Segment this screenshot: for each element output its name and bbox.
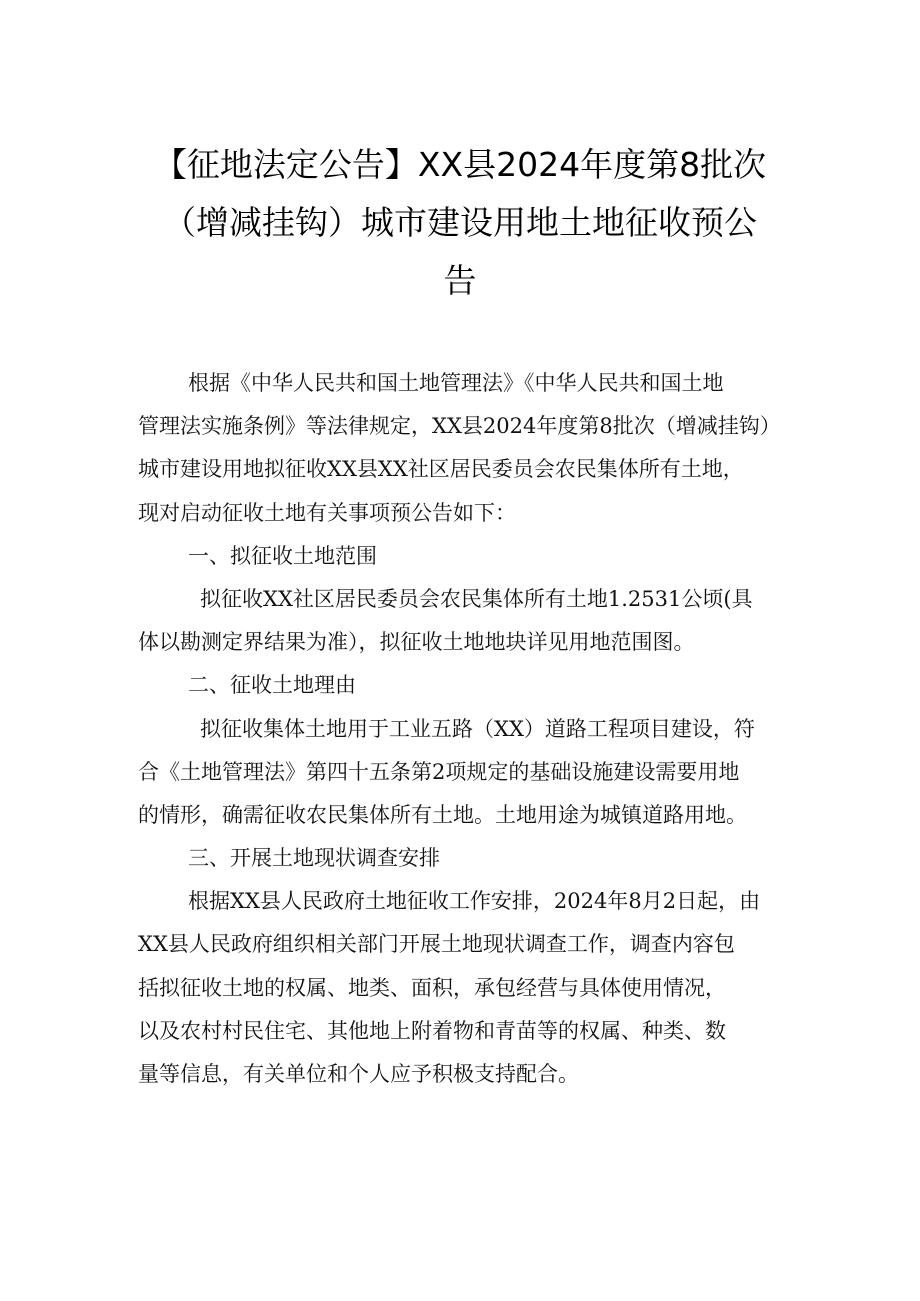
title-line-3: 告 bbox=[443, 261, 477, 300]
section-2 bbox=[138, 664, 798, 837]
section-heading: 一、拟征收土地范围 bbox=[188, 543, 377, 568]
document-body bbox=[138, 362, 798, 1096]
paragraph-line: 现对启动征收土地有关事项预公告如下： bbox=[138, 500, 516, 525]
paragraph-line: 以及农村村民住宅、其他地上附着物和青苗等的权属、种类、数 bbox=[138, 1018, 726, 1043]
section-heading: 三、开展土地现状调查安排 bbox=[188, 846, 440, 871]
intro-paragraph bbox=[138, 362, 798, 535]
paragraph-line: 管理法实施条例》等法律规定，XX县2024年度第8批次（增减挂钩） bbox=[138, 414, 781, 439]
paragraph-line: 拟征收集体土地用于工业五路（XX）道路工程项目建设，符 bbox=[200, 716, 755, 741]
paragraph-line: 根据《中华人民共和国土地管理法》《中华人民共和国土地 bbox=[188, 371, 724, 395]
paragraph-line: 合《土地管理法》第四十五条第2项规定的基础设施建设需要用地 bbox=[138, 759, 740, 784]
paragraph-line: 根据XX县人民政府土地征收工作安排，2024年8月2日起，由 bbox=[188, 889, 761, 914]
paragraph-line: 的情形，确需征收农民集体所有土地。土地用途为城镇道路用地。 bbox=[138, 802, 747, 827]
paragraph-line: XX县人民政府组织相关部门开展土地现状调查工作，调查内容包 bbox=[138, 932, 735, 957]
paragraph-line: 量等信息，有关单位和个人应予积极支持配合。 bbox=[138, 1062, 579, 1086]
section-1 bbox=[138, 535, 798, 665]
paragraph-line: 体以勘测定界结果为准），拟征收土地地块详见用地范围图。 bbox=[138, 630, 695, 655]
paragraph-line: 拟征收XX社区居民委员会农民集体所有土地1.2531公顷(具 bbox=[200, 586, 753, 611]
title-line-1: 【征地法定公告】XX县2024年度第8批次 bbox=[153, 145, 767, 184]
section-heading: 二、征收土地理由 bbox=[188, 673, 356, 698]
title-line-2: （增减挂钩）城市建设用地土地征收预公 bbox=[163, 203, 757, 242]
paragraph-line: 括拟征收土地的权属、地类、面积，承包经营与具体使用情况， bbox=[138, 975, 726, 1000]
paragraph-line: 城市建设用地拟征收XX县XX社区居民委员会农民集体所有土地， bbox=[138, 457, 744, 482]
document-title bbox=[120, 136, 800, 310]
section-3 bbox=[138, 837, 798, 1096]
